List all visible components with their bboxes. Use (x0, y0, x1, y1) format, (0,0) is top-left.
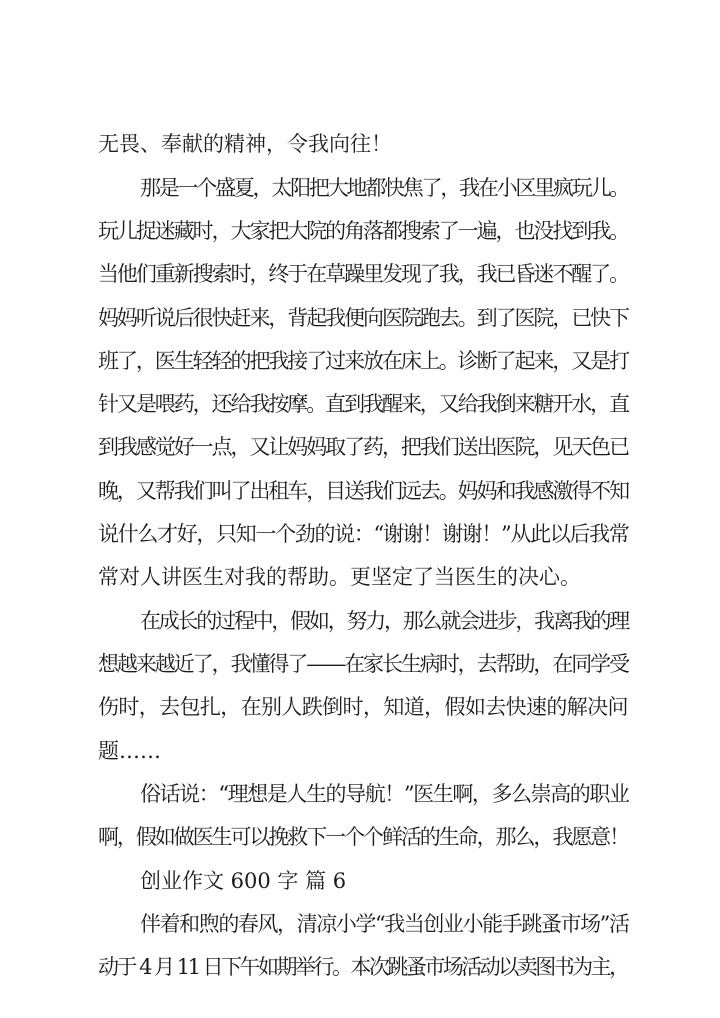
text-line: 啊，假如做医生可以挽救下一个个鲜活的生命，那么，我愿意！ (98, 825, 629, 849)
text-line: 无畏、奉献的精神，令我向往！ (98, 132, 392, 156)
text-line: 想越来越近了，我懂得了——在家长生病时，去帮助，在同学受 (98, 652, 629, 676)
paragraph-start-line: 那是一个盛夏，太阳把大地都快焦了，我在小区里疯玩儿。 (140, 176, 629, 200)
section-heading: 创业作文 600 字 篇 6 (140, 869, 347, 893)
text-line: 晚，又帮我们叫了出租车，目送我们远去。妈妈和我感激得不知 (98, 479, 629, 503)
text-line: 当他们重新搜索时，终于在草躁里发现了我，我已昏迷不醒了。 (98, 262, 629, 286)
text-line: 伤时，去包扎，在别人跌倒时，知道，假如去快速的解决问 (98, 695, 628, 719)
text-line: 班了，医生轻轻的把我接了过来放在床上。诊断了起来，又是打 (98, 349, 629, 373)
text-line: 针又是喂药，还给我按摩。直到我醒来，又给我倒来糖开水，直 (98, 392, 629, 416)
text-line: 妈妈听说后很快赶来，背起我便向医院跑去。到了医院，已快下 (98, 306, 629, 330)
paragraph-start-line: 伴着和煦的春风，清凉小学“我当创业小能手跳蚤市场”活 (140, 912, 629, 936)
text-line: 说什么才好，只知一个劲的说：“谢谢！谢谢！”从此以后我常 (98, 522, 629, 546)
paragraph-start-line: 俗话说：“理想是人生的导航！”医生啊，多么崇高的职业 (140, 782, 629, 806)
text-line: 到我感觉好一点，又让妈妈取了药，把我们送出医院，见天色已 (98, 435, 629, 459)
text-line: 题…… (98, 739, 161, 763)
text-line: 玩儿捉迷藏时，大家把大院的角落都搜索了一遍，也没找到我。 (98, 219, 629, 243)
paragraph-start-line: 在成长的过程中，假如，努力，那么就会进步，我离我的理 (140, 609, 629, 633)
text-line: 常对人讲医生对我的帮助。更坚定了当医生的决心。 (98, 565, 581, 589)
text-line: 动于 4 月 11 日下午如期举行。本次跳蚤市场活动以卖图书为主， (98, 955, 628, 979)
